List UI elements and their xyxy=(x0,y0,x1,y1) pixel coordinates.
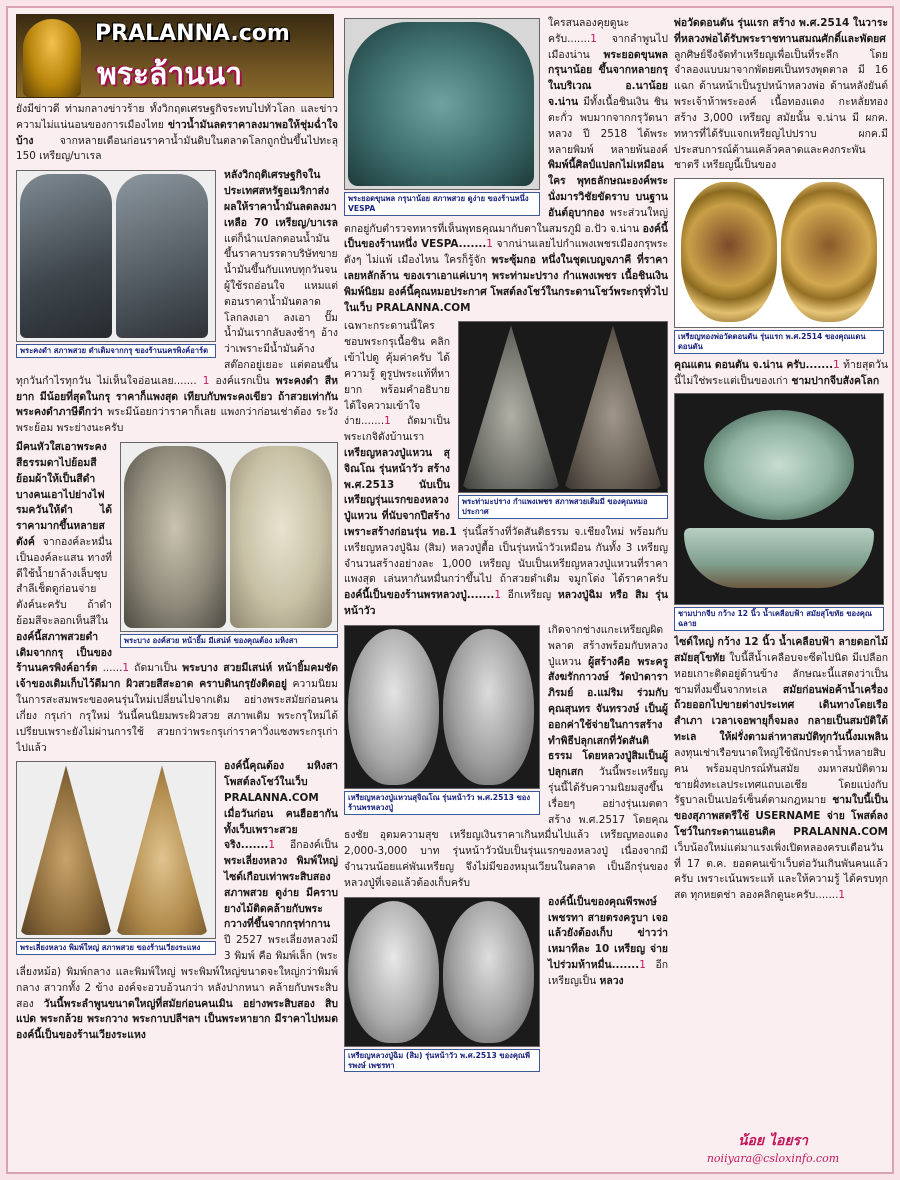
phra-tha-maprang-figure xyxy=(458,321,668,519)
phra-bang-figure xyxy=(120,442,338,648)
sangkhalok-bowl-figure xyxy=(674,393,884,631)
column-1: ยังมีข่าวดี ท่ามกลางข่าวร้าย ทั้งวิกฤตเศรษฐกิจระทบไปทั่วโลก และข่าวความไม่แน่นอนของการเมืองไทย ข่าวน้ำมันลดราคาลงมาพอให้ชุ่มฉ่ำใจบ้าง จากหลายเดือนก่อนราคาน้ำมันดิบในตลาดโลกถูกปั่นขึ้นไปทะลุ 150 เหรียญ/บาเรล พระคงดำ สภาพสวย ดำเดิมจากกรุ ของร้านนครพิงค์อาร์ต หลังวิกฤติเศรษฐกิจในประเทศสหรัฐอเมริกาส่งผลให้ราคาน้ำมันลดลงมาเหลือ 70 เหรียญ/บาเรล แต่ก็นำแปลกตอนน้ำมันขึ้นราคาบรรดาบริษัทขายน้ำมันขึ้นกับแทบทุกวันจนผู้ใช้รถอ่อนใจ แหมแต่ตอนราคาน้ำมันตลาดโลกลงเอา ลงเอา ปั๊มน้ำมันเรากลับลงช้าๆ อ้างว่าเพราะมีน้ำมันค้างสต๊อกอยู่เยอะ แต่ตอนขึ้นทุกวันกำไรทุกวัน ไม่เห็นใจอ่อนเลย....... 1 องค์แรกเป็น พระคงดำ สีหยาก มีน้อยที่สุดในกรุ ราคาก็แพงสุด เทียบกับพระคงเขียว ถ้าสวยเท่ากัน พระคงดำภาษีดีกว่า พระมีน้อยกว่าราคาก็เลย แพงกว่าก่อนเช่าต้อง ระวังพระย้อม พระย่างนะครับ พระบาง องค์สวย หน้ายิ้ม มีเสน่ห์ ของคุณต้อง มหิงสา มีคนหัวใสเอาพระคงสีธรรมดาไปย้อมสีย้อมผ้าให้เป็นสีดำ บางคนเอาไปย่างไฟรมควันให้ดำ ได้ราคามากขึ้นหลายสตังค์ จากองค์ละหมื่นเป็นองค์ละแสน ทางที่ดีใช้น้ำยาล้างเล็บชุบสำลีเช็ดดูก่อนจ่ายตังค์นะครับ ถ้าดำย้อมสีจะลอกเห็นสีใน องค์นี้สภาพสวยดำเดิมจากกรุ เป็นของร้านนครพิงค์อาร์ต ......1 ถัดมาเป็น พระบาง สวยมีเสน่ห์ หน้ายิ้มคมชัด เจ้าของเดิมเก็บไว้ดีมาก ผิวสวยสีสะอาด คราบดินกรุยังติดอยู่ ความนิยมในการสะสมพระของคนรุ่นใหม่เปลี่ยนไปจากเดิม อย่างพระสมัยก่อนคนเกี่ยง กรุเก่า กรุใหม่ วันนี้คนนิยมพระผิวสวย สภาพเดิม พระกรุใหม่ได้เปรียบเพราะยังไม่ผ่านการใช้ สวยกว่าพระกรุเก่าราคาวิ่งแซงพระกรุเก่าไปแล้ว พระเลี่ยงหลวง พิมพ์ใหญ่ สภาพสวย ของร้านเวียงระแหง องค์นี้คุณต้อง มหิงสา โพสต์ลงโชว์ในเว็บ PRALANNA.COM เมื่อวันก่อน คนฮือฮากันทั้งเว็บเพราะสวยจริง.......1 อีกองค์เป็น พระเลี่ยงหลวง พิมพ์ใหญ่ ไซด์เกือบเท่าพระสิบสอง สภาพสวย ดูง่าย มีคราบยางไม้ติดคล้ายกับพระกวางที่ขึ้นจากกรุท่ากาน ปี 2527 พระเลี่ยงหลวงมี 3 พิมพ์ คือ พิมพ์เล็ก (พระเลี่ยงหม้อ) พิมพ์กลาง และพิมพ์ใหญ่ พระพิมพ์ใหญ่ขนาดจะใหญ่กว่าพิมพ์กลาง สาวกทั้ง 2 ข้าง องค์จะอวบอ้วนกว่า หลังปากหนา คล้ายกับพระสิบสอง วันนี้พระลำพูนขนาดใหญ่ที่สมัยก่อนคนเมิน อย่างพระสิบสอง สิบแปด พระกล้วย พระกวาง พระกาบปลีฯลฯ เป็นพระหายาก มีราคาไปหมด องค์นี้เป็นของร้านเวียงระแหง xyxy=(16,103,338,1042)
caption-phra-bang: พระบาง องค์สวย หน้ายิ้ม มีเสน่ห์ ของคุณต้อง มหิงสา xyxy=(120,634,338,648)
luang-pho-don-tan-coin-figure xyxy=(674,178,884,354)
caption-don-tan-coin: เหรียญทองพ่อวัดดอนตัน รุ่นแรก พ.ศ.2514 ของคุณแดน ดอนตัน xyxy=(674,330,884,354)
author-name: น้อย ไอยรา xyxy=(737,1133,809,1149)
caption-phra-liang-luang: พระเลี่ยงหลวง พิมพ์ใหญ่ สภาพสวย ของร้านเวียงระแหง xyxy=(16,941,216,955)
luang-pu-sim-coin-figure xyxy=(344,897,540,1073)
author-signature xyxy=(666,1130,880,1165)
bowl-side-view-image xyxy=(684,528,874,588)
column-2: พระยอดขุนพล กรุนาน้อย สภาพสวย ดูง่าย ของร้านหนึ่ง VESPA ใครสนลองคุยดูนะครับ.......1 จากลำพูนไปเมืองน่าน พระยอดขุนพลกรุนาน้อย ขึ้นจากหลายกรุในบริเวณ อ.นาน้อย จ.น่าน มีทั้งเนื้อชินเงิน ชินตะกั่ว พบมากจากกรุวัดนาหลวง ปี 2518 ได้พระหลายพิมพ์ หลายพ้นองค์ พิมพ์นี้ศิลป์แปลกไม่เหมือนใคร พุทธลักษณะองค์พระนั่งมารวิชัยขัดราบ บนฐานอันต์อุบากอง พระส่วนใหญ่ตกอยู่กับตำรวจทหารที่เห็นพุทธคุณมากับตาในสมรภูมิ อ.ปัว จ.น่าน องค์นี้เป็นของร้านหนึ่ง VESPA.......1 จากน่านเลยไปกำแพงเพชรเมืองกรุพระดังๆ ไม่แพ้ เมืองไหน ใครก็รู้จัก พระซุ้มกอ หนึ่งในชุดเบญจภาคี ที่ราคาเลยหลักล้าน ของเราเอาแค่เบาๆ พระท่ามะปราง กำแพงเพชร เนื้อชินเงิน พิมพ์นิยม องค์นี้คุณหมอประกาศ โพสต์ลงโชว์ในกระดานโชว์พระกรุทั่วไป ในเว็บ PRALANNA.COM พระท่ามะปราง กำแพงเพชร สภาพสวยเดิมมี ของคุณหมอประกาศ เฉพาะกระดานนี้ใครชอบพระกรุเนื้อชิน คลิกเข้าไปดู คุ้มค่าครับ ได้ความรู้ ดูรูปพระแท้ที่หายาก พร้อมคำอธิบายได้ใจความเข้าใจง่าย.......1 ถัดมาเป็นพระเกจิดังบ้านเรา เหรียญหลวงปู่แหวน สุจิณโณ รุ่นหน้าวัว สร้าง พ.ศ.2513 นับเป็นเหรียญรุ่นแรกของหลวงปู่แหวน ที่นับจากปีสร้าง เพราะสร้างก่อนรุ่น ทอ.1 รุ่นนี้สร้างที่วัดสันติธรรม จ.เชียงใหม่ พร้อมกับเหรียญหลวงปู่ฉิม (สิม) หลวงปู่ตื้อ เป็นรุ่นหน้าวัวเหมือน กันทั้ง 3 เหรียญ จำนวนสร้างอย่างละ 1,000 เหรียญ นับเป็นเหรียญหลวงปู่แหวนที่ราคาแพงสุด เล่นหากันหมื่นกว่าขึ้นไป ถ้าสวยดำเดิม จมูกโด่ง ได้ราคาครับ องค์นี้เป็นของร้านพรหลวงปู่.......1 อีกเหรียญ หลวงปู่ฉิม หรือ สิม รุ่นหน้าวัว เหรียญหลวงปู่แหวนสุจิณโณ รุ่นหน้าวัว พ.ศ.2513 ของร้านพรหลวงปู่ เกิดจากช่างแกะเหรียญผิดพลาด สร้างพร้อมกับหลวงปู่แหวน ผู้สร้างคือ พระครูสังฆรักกาวงษ์ วัดป่าดาราภิรมย์ อ.แม่ริม ร่วมกับ คุณสุนทร จันทรวงษ์ เป็นผู้ออกค่าใช้จ่ายในการสร้าง ทำพิธีปลุกเสกที่วัดสันติธรรม โดยหลวงปู่สิมเป็นผู้ปลุกเสก วันนี้พระเหรียญรุ่นนี้ได้รับความนิยมสูงขึ้นเรื่อยๆ อย่างรุ่นเมตตา สร้าง พ.ศ.2517 โดยคุณธงชัย อุดมความสุข เหรียญเงินราคาเกินหมื่นไปแล้ว เหรียญทองแดง 2,000-3,000 บาท รุ่นหน้าวัวนับเป็นรุ่นแรกของหลวงปู่ เนื่องจากมีจำนวนน้อยแค่พันเหรียญ จึงไม่มีของหมุนเวียนในตลาด เป็นอีกรุ่นของหลวงปู่ที่เจอแล้วต้องเก็บครับ เหรียญหลวงปู่ฉิม (สิม) รุ่นหน้าวัว พ.ศ.2513 ของคุณพีรพงษ์ เพชรทา องค์นี้เป็นของคุณพีรพงษ์ เพชรทา สายตรงครูบา เจอแล้วยังต้องเก็บ ข่าวว่าเหมาทีละ 10 เหรียญ จ่ายไปร่วมห้าหมื่น.......1 อีกเหรียญเป็น หลวง xyxy=(344,16,668,1166)
banner-thai-title: พระล้านนา xyxy=(97,57,243,92)
phra-kong-dam-back-image xyxy=(116,174,208,338)
caption-sangkhalok-bowl: ชามปากจีบ กว้าง 12 นิ้ว น้ำเคลือบฟ้า สมัยสุโขทัย ของคุณฉลาย xyxy=(674,607,884,631)
author-email: noiiyara@csloxinfo.com xyxy=(706,1152,840,1165)
phra-bang-front-image xyxy=(124,446,226,628)
phra-tha-maprang-back-image xyxy=(564,325,662,489)
phra-bang-back-image xyxy=(230,446,332,628)
luang-pu-sim-coin-front-image xyxy=(348,901,439,1043)
phra-kong-dam-front-image xyxy=(20,174,112,338)
luang-pu-waen-coin-back-image xyxy=(443,629,534,785)
caption-phra-tha-maprang: พระท่ามะปราง กำแพงเพชร สภาพสวยเดิมมี ของคุณหมอประกาศ xyxy=(458,495,668,519)
caption-phra-kong-dam: พระคงดำ สภาพสวย ดำเดิมจากกรุ ของร้านนครพิงค์อาร์ต xyxy=(16,344,216,358)
caption-luang-pu-waen-coin: เหรียญหลวงปู่แหวนสุจิณโณ รุ่นหน้าวัว พ.ศ.2513 ของร้านพรหลวงปู่ xyxy=(344,791,540,815)
bowl-top-view-image xyxy=(704,410,854,520)
phra-liang-luang-figure xyxy=(16,761,216,955)
luang-pu-sim-coin-back-image xyxy=(443,901,534,1043)
phra-kong-dam-figure xyxy=(16,170,216,358)
caption-luang-pu-sim-coin: เหรียญหลวงปู่ฉิม (สิม) รุ่นหน้าวัว พ.ศ.2513 ของคุณพีรพงษ์ เพชรทา xyxy=(344,1049,540,1073)
intro-paragraph: ยังมีข่าวดี ท่ามกลางข่าวร้าย ทั้งวิกฤตเศรษฐกิจระทบไปทั่วโลก และข่าวความไม่แน่นอนของการเมืองไทย ข่าวน้ำมันลดราคาลงมาพอให้ชุ่มฉ่ำใจบ้าง จากหลายเดือนก่อนราคาน้ำมันดิบในตลาดโลกถูกปั่นขึ้นไปทะลุ 150 เหรียญ/บาเรล xyxy=(16,103,338,163)
luang-pu-waen-coin-front-image xyxy=(348,629,439,785)
phra-tha-maprang-front-image xyxy=(462,325,560,489)
column-3: พ่อวัดดอนตัน รุ่นแรก สร้าง พ.ศ.2514 ในวาระที่หลวงพ่อได้รับพระราชทานสมณศักดิ์และพัดยศ ลูกศิษย์จึงจัดทำเหรียญเพื่อเป็นที่ระลึก โดยจำลองแบบมาจากพัดยศเป็นทรงพุดตาล มี 16 แฉก ด้านหน้าเป็นรูปหน้าหลวงพ่อ ด้านหลังยันต์พระเจ้าห้าพระองค์ เนื้อทองแดง กะหลั่ยทองสร้าง 3,000 เหรียญ สมัยนั้น จ.น่าน มี ผกค. ทหารที่ได้รับแจกเหรียญไปปราบ ผกค.มีประสบการณ์ด้านแคล้วคลาดและคงกระพันชาตรี เหรียญนี้เป็นของ เหรียญทองพ่อวัดดอนตัน รุ่นแรก พ.ศ.2514 ของคุณแดน ดอนตัน คุณแดน ดอนตัน จ.น่าน ครับ.......1 ท้ายสุดวันนี้ไม่ใช่พระแต่เป็นของเก่า ชามปากจีบสังคโลก ชามปากจีบ กว้าง 12 นิ้ว น้ำเคลือบฟ้า สมัยสุโขทัย ของคุณฉลาย ไซด์ใหญ่ กว้าง 12 นิ้ว น้ำเคลือบฟ้า ลายดอกไม้ สมัยสุโขทัย ใบนี้สีน้ำเคลือบจะซีดไปนิด มีเปลือกหอยเกาะติดอยู่ด้านข้าง ลักษณะนี้แสดงว่าเป็นชามที่งมขึ้นจากทะเล สมัยก่อนพ่อค้าน้ำเครื่องถ้วยออกไปขายต่างประเทศ เดินทางโดยเรือสำเภา เวลาเจอพายุก็จมลง กลายเป็นสมบัติใต้ทะเล ให้ฝรั่งตามล่าหาสมบัติทุกวันนี้งมเพลิน ลงทุนเช่าเรือขนาดใหญ่ใช้นักประดาน้ำหลายสิบคน พร้อมอุปกรณ์ทันสมัย งมหาสมบัติตามชายฝั่งทะเลประเทศแถบเอเชีย โดยแบ่งกับรัฐบาลเป็นเปอร์เซ็นต์ตามกฎหมาย ชามใบนี้เป็นของสุภาพสตรีใช้ USERNAME จ่าย โพสต์ลงโชว์ในกระดานแอนติค PRALANNA.COM เว็บน้องใหม่แต่มาแรงเพิ่งเปิดหลองครบเดือนวันที่ 17 ต.ค. ยอดคนเข้าเว็บต่อวันเกินพันคนแล้วครับ เพราะเน้นพระแท้ และให้ความรู้ ได้ครบทุกสด ทุกหยดช่า ลองคลิกดูนะครับ.......1 xyxy=(674,17,888,902)
phra-liang-luang-front-image xyxy=(20,765,112,935)
magazine-page xyxy=(6,6,894,1174)
caption-phra-yod-khun-phon: พระยอดขุนพล กรุนาน้อย สภาพสวย ดูง่าย ของร้านหนึ่ง VESPA xyxy=(344,192,540,216)
phra-yod-khun-phon-image xyxy=(348,22,534,186)
pralanna-banner xyxy=(16,14,334,98)
don-tan-coin-back-image xyxy=(781,182,877,322)
banner-site-name: PRALANNA.com xyxy=(95,21,290,46)
phra-yod-khun-phon-figure xyxy=(344,18,540,216)
phra-liang-luang-back-image xyxy=(116,765,208,935)
don-tan-coin-front-image xyxy=(681,182,777,322)
luang-pu-waen-coin-figure xyxy=(344,625,540,815)
golden-buddha-statue-image xyxy=(23,19,81,97)
